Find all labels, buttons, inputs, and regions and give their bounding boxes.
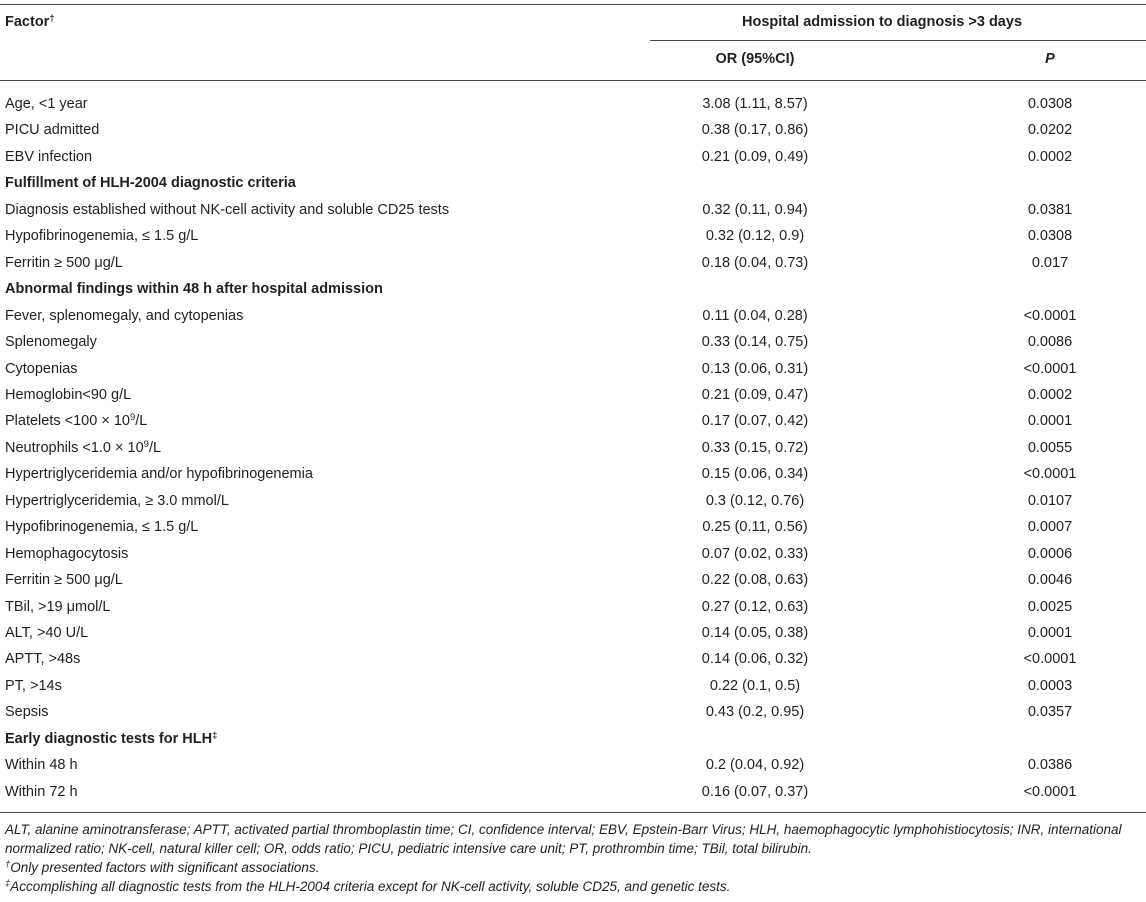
odds-ratio-cell: 0.21 (0.09, 0.47): [701, 386, 809, 403]
factor-cell: Age, <1 year: [5, 96, 88, 112]
table-row: [0, 620, 1146, 646]
odds-ratio-cell: 0.13 (0.06, 0.31): [701, 360, 809, 377]
factor-cell: Sepsis: [5, 704, 49, 721]
odds-ratio-cell: 0.21 (0.09, 0.49): [701, 148, 809, 165]
p-value-cell: <0.0001: [1023, 307, 1077, 324]
odds-ratio-cell: 0.32 (0.12, 0.9): [705, 228, 805, 245]
table-row: [0, 91, 1146, 117]
factor-cell: EBV infection: [5, 148, 93, 165]
odds-ratio-cell: 3.08 (1.11, 8.57): [702, 96, 808, 112]
odds-ratio-cell: 0.3 (0.12, 0.76): [705, 492, 805, 509]
odds-ratio-cell: 0.16 (0.07, 0.37): [701, 783, 809, 800]
double-dagger-footnote: ‡Accomplishing all diagnostic tests from the HLH-2004 criteria except for NK-cell activity, soluble CD25, and genetic tests.: [5, 878, 731, 894]
table-row: [0, 488, 1146, 514]
header-bottom-rule: [0, 80, 1146, 81]
odds-ratio-cell: 0.33 (0.15, 0.72): [701, 439, 809, 456]
table-row: [0, 779, 1146, 805]
table-row: [0, 699, 1146, 725]
p-value-cell: <0.0001: [1023, 783, 1077, 800]
factor-cell: Hemoglobin<90 g/L: [5, 386, 132, 403]
table-row: [0, 223, 1146, 249]
factor-cell: Fever, splenomegaly, and cytopenias: [5, 307, 244, 324]
odds-ratio-cell: 0.22 (0.1, 0.5): [709, 677, 801, 694]
p-value-cell: 0.0025: [1027, 598, 1073, 615]
p-value-cell: <0.0001: [1023, 651, 1077, 668]
p-value-cell: 0.0202: [1027, 122, 1073, 139]
table-row: [0, 567, 1146, 593]
factor-cell: APTT, >48s: [5, 651, 81, 668]
table-footnotes: [5, 820, 1141, 896]
odds-ratio-cell: 0.07 (0.02, 0.33): [701, 545, 809, 562]
odds-ratio-cell: 0.2 (0.04, 0.92): [705, 757, 805, 774]
section-header-row: [0, 170, 1146, 196]
abbreviations-footnote: ALT, alanine aminotransferase; APTT, activated partial thromboplastin time; CI, confidence interval; EBV, Epstein-Barr Virus; HLH, haemophagocytic lymphohistiocytosis; INR, international normalized ratio; NK-cell, natural killer cell; OR, odds ratio; PICU, pediatric intensive care unit; PT, prothrombin time; TBil, total bilirubin.: [5, 822, 1122, 856]
table-row: [0, 303, 1146, 329]
p-value-cell: 0.0386: [1027, 757, 1073, 774]
p-value-cell: 0.0308: [1027, 96, 1073, 112]
group-header: Hospital admission to diagnosis >3 days: [742, 14, 1023, 30]
factor-cell: Ferritin ≥ 500 μg/L: [5, 254, 123, 271]
section-title: Fulfillment of HLH-2004 diagnostic criteria: [5, 175, 296, 192]
p-value-cell: 0.0001: [1027, 413, 1073, 430]
table-row: [0, 408, 1146, 434]
table-row: [0, 594, 1146, 620]
table-row: [0, 356, 1146, 382]
factor-cell: Hypofibrinogenemia, ≤ 1.5 g/L: [5, 228, 199, 245]
table-row: [0, 197, 1146, 223]
p-value-cell: 0.0046: [1027, 572, 1073, 589]
table-bottom-rule: [0, 812, 1146, 813]
p-value-cell: 0.0308: [1027, 228, 1073, 245]
odds-ratio-cell: 0.22 (0.08, 0.63): [701, 572, 809, 589]
table-row: [0, 646, 1146, 672]
table-row: [0, 382, 1146, 408]
odds-ratio-cell: 0.38 (0.17, 0.86): [701, 122, 809, 139]
p-value-cell: 0.0001: [1027, 625, 1073, 641]
p-value-cell: 0.0055: [1027, 439, 1073, 456]
p-value-cell: 0.0002: [1027, 148, 1073, 165]
factor-cell: Hypofibrinogenemia, ≤ 1.5 g/L: [5, 519, 199, 536]
dagger-footnote: †Only presented factors with significant associations.: [5, 859, 320, 875]
table-row: [0, 435, 1146, 461]
factor-cell: PT, >14s: [5, 677, 62, 694]
factor-header: Factor†: [5, 13, 55, 30]
p-value-cell: 0.0007: [1027, 519, 1073, 536]
section-header-row: [0, 276, 1146, 302]
factor-cell: Cytopenias: [5, 360, 78, 377]
section-title: Abnormal findings within 48 h after hospital admission: [5, 281, 383, 298]
factor-cell: Diagnosis established without NK-cell activity and soluble CD25 tests: [5, 201, 450, 218]
odds-ratio-cell: 0.33 (0.14, 0.75): [701, 334, 809, 351]
p-value-cell: 0.0381: [1027, 201, 1073, 218]
factor-cell: PICU admitted: [5, 122, 100, 139]
table-row: [0, 514, 1146, 540]
table-row: [0, 329, 1146, 355]
p-value-cell: 0.0002: [1027, 386, 1073, 403]
odds-ratio-cell: 0.14 (0.06, 0.32): [701, 651, 809, 668]
section-title: Early diagnostic tests for HLH‡: [5, 729, 218, 747]
factor-cell: Splenomegaly: [5, 334, 97, 351]
section-header-row: [0, 726, 1146, 752]
p-column-header: P: [1045, 51, 1055, 67]
factor-cell: Hypertriglyceridemia, ≥ 3.0 mmol/L: [5, 492, 229, 509]
odds-ratio-cell: 0.14 (0.05, 0.38): [701, 625, 809, 641]
table-row: [0, 541, 1146, 567]
factor-cell: Platelets $<100 \times 10^9/L$: [5, 412, 148, 430]
odds-ratio-cell: 0.17 (0.07, 0.42): [701, 413, 809, 430]
factor-cell: Hypertriglyceridemia and/or hypofibrinogenemia: [5, 466, 313, 483]
table-row: [0, 117, 1146, 143]
table-row: [0, 144, 1146, 170]
p-value-cell: 0.0006: [1027, 545, 1073, 562]
p-value-cell: 0.017: [1031, 254, 1069, 271]
factor-cell: Ferritin ≥ 500 μg/L: [5, 572, 123, 589]
factor-cell: Neutrophils $<1.0 \times 10^9/L$: [5, 438, 162, 456]
table-row: [0, 673, 1146, 699]
odds-ratio-cell: 0.15 (0.06, 0.34): [701, 466, 809, 483]
factor-cell: Within 72 h: [5, 783, 78, 800]
dagger-mark: †: [49, 13, 55, 24]
or-column-header: OR (95%CI): [715, 51, 795, 67]
group-header-rule: [650, 40, 1146, 41]
factor-cell: ALT, >40 U/L: [5, 625, 89, 641]
factor-cell: TBil, >19 μmol/L: [5, 598, 111, 615]
factor-cell: Within 48 h: [5, 757, 78, 774]
odds-ratio-cell: 0.32 (0.11, 0.94): [702, 201, 808, 218]
odds-ratio-cell: 0.11 (0.04, 0.28): [702, 307, 808, 324]
p-value-cell: 0.0086: [1027, 334, 1073, 351]
factor-cell: Hemophagocytosis: [5, 545, 129, 562]
table-row: [0, 461, 1146, 487]
odds-ratio-cell: 0.25 (0.11, 0.56): [702, 519, 808, 536]
table-top-rule: [0, 4, 1146, 5]
p-value-cell: <0.0001: [1023, 360, 1077, 377]
p-value-cell: 0.0357: [1027, 704, 1073, 721]
odds-ratio-cell: 0.18 (0.04, 0.73): [701, 254, 809, 271]
odds-ratio-cell: 0.43 (0.2, 0.95): [705, 704, 805, 721]
table-row: [0, 250, 1146, 276]
p-value-cell: 0.0003: [1027, 677, 1073, 694]
p-value-cell: <0.0001: [1023, 466, 1077, 483]
table-row: [0, 752, 1146, 778]
p-value-cell: 0.0107: [1027, 492, 1073, 509]
odds-ratio-cell: 0.27 (0.12, 0.63): [701, 598, 809, 615]
